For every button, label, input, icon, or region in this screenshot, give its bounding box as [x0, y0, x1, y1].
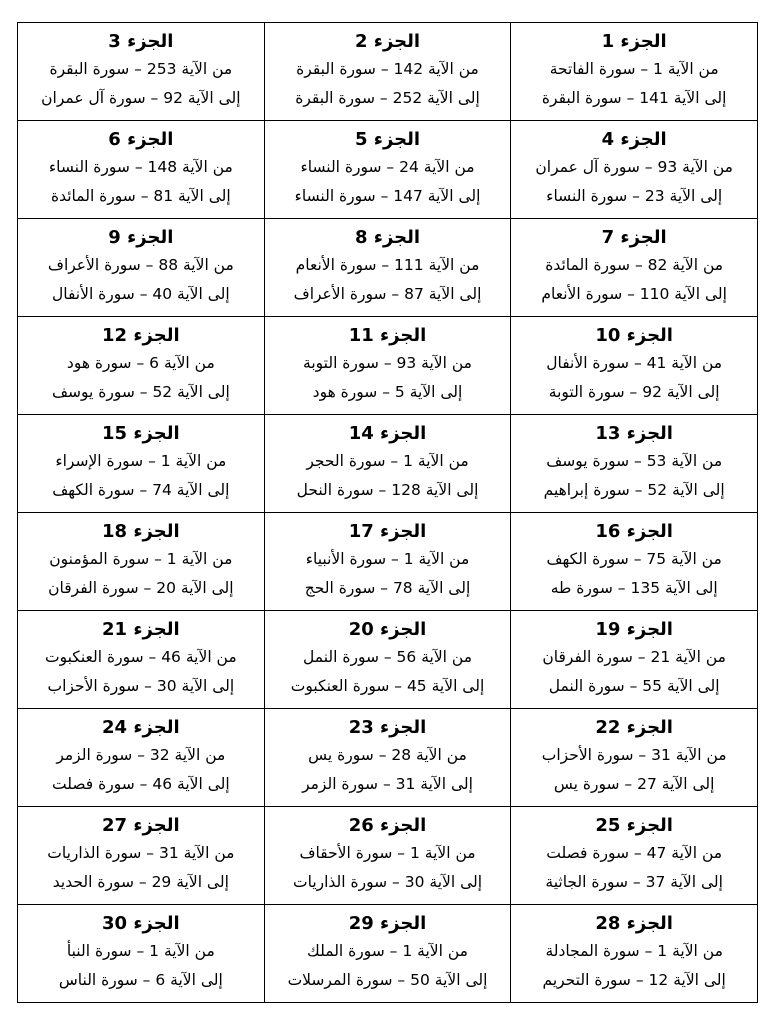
table-row	[18, 23, 758, 121]
juz-end: إلى الآية 27 – سورة يس	[553, 774, 715, 793]
juz-start: من الآية 88 – سورة الأعراف	[47, 255, 234, 274]
juz-title: الجزء 7	[601, 226, 667, 248]
juz-end: إلى الآية 78 – سورة الحج	[304, 578, 471, 597]
juz-cell	[264, 219, 511, 317]
juz-title: الجزء 13	[595, 422, 673, 444]
juz-cell	[18, 513, 265, 611]
juz-cell	[18, 611, 265, 709]
juz-start: من الآية 46 – سورة العنكبوت	[45, 647, 237, 666]
juz-end: إلى الآية 50 – سورة المرسلات	[287, 970, 488, 989]
juz-end: إلى الآية 92 – سورة آل عمران	[41, 88, 241, 107]
juz-title: الجزء 1	[601, 30, 667, 52]
juz-title: الجزء 21	[102, 618, 180, 640]
juz-end: إلى الآية 87 – سورة الأعراف	[293, 284, 482, 303]
juz-start: من الآية 75 – سورة الكهف	[546, 549, 722, 568]
juz-end: إلى الآية 55 – سورة النمل	[548, 676, 720, 695]
juz-title: الجزء 23	[348, 716, 427, 738]
juz-end: إلى الآية 45 – سورة العنكبوت	[290, 676, 485, 695]
juz-title: الجزء 15	[102, 422, 180, 444]
juz-end: إلى الآية 52 – سورة إبراهيم	[543, 480, 725, 499]
juz-start: من الآية 1 – سورة المؤمنون	[49, 549, 233, 568]
table-row	[18, 219, 758, 317]
juz-title: الجزء 19	[595, 618, 673, 640]
juz-end: إلى الآية 30 – سورة الذاريات	[293, 872, 483, 891]
juz-start: من الآية 253 – سورة البقرة	[49, 59, 233, 78]
juz-end: إلى الآية 81 – سورة المائدة	[50, 186, 231, 205]
juz-end: إلى الآية 74 – سورة الكهف	[52, 480, 230, 499]
juz-title: الجزء 10	[595, 324, 673, 346]
juz-cell	[264, 611, 511, 709]
juz-start: من الآية 41 – سورة الأنفال	[546, 353, 723, 372]
juz-cell	[511, 317, 758, 415]
juz-start: من الآية 47 – سورة فصلت	[546, 843, 723, 862]
juz-start: من الآية 24 – سورة النساء	[300, 157, 475, 176]
juz-start: من الآية 1 – سورة المجادلة	[545, 941, 723, 960]
juz-start: من الآية 148 – سورة النساء	[48, 157, 233, 176]
juz-title: الجزء 27	[102, 814, 180, 836]
juz-start: من الآية 28 – سورة يس	[308, 745, 467, 764]
juz-title: الجزء 30	[102, 912, 180, 934]
juz-start: من الآية 82 – سورة المائدة	[545, 255, 724, 274]
juz-table	[17, 22, 758, 1003]
juz-cell	[511, 23, 758, 121]
juz-start: من الآية 93 – سورة آل عمران	[535, 157, 733, 176]
juz-title: الجزء 12	[102, 324, 180, 346]
juz-cell	[511, 219, 758, 317]
juz-title: الجزء 6	[108, 128, 174, 150]
juz-cell	[18, 709, 265, 807]
juz-start: من الآية 31 – سورة الذاريات	[47, 843, 235, 862]
juz-title: الجزء 3	[108, 30, 174, 52]
juz-title: الجزء 14	[348, 422, 427, 444]
juz-end: إلى الآية 37 – سورة الجاثية	[545, 872, 723, 891]
table-row	[18, 415, 758, 513]
juz-cell	[18, 317, 265, 415]
juz-cell	[264, 317, 511, 415]
juz-cell	[18, 23, 265, 121]
juz-end: إلى الآية 135 – سورة طه	[550, 578, 718, 597]
juz-start: من الآية 31 – سورة الأحزاب	[541, 745, 727, 764]
juz-title: الجزء 20	[348, 618, 427, 640]
juz-cell	[264, 23, 511, 121]
juz-cell	[511, 611, 758, 709]
juz-cell	[264, 121, 511, 219]
juz-cell	[264, 807, 511, 905]
juz-title: الجزء 18	[102, 520, 180, 542]
juz-title: الجزء 11	[348, 324, 427, 346]
table-row	[18, 611, 758, 709]
juz-cell	[511, 709, 758, 807]
juz-cell	[511, 415, 758, 513]
juz-cell	[511, 905, 758, 1003]
juz-end: إلى الآية 52 – سورة يوسف	[51, 382, 230, 401]
juz-end: إلى الآية 110 – سورة الأنعام	[541, 284, 727, 303]
juz-title: الجزء 22	[595, 716, 673, 738]
juz-end: إلى الآية 12 – سورة التحريم	[542, 970, 726, 989]
juz-title: الجزء 5	[354, 128, 421, 150]
juz-end: إلى الآية 29 – سورة الحديد	[52, 872, 229, 891]
juz-start: من الآية 6 – سورة هود	[66, 353, 215, 372]
juz-title: الجزء 8	[354, 226, 421, 248]
juz-end: إلى الآية 40 – سورة الأنفال	[51, 284, 230, 303]
table-row	[18, 317, 758, 415]
juz-start: من الآية 32 – سورة الزمر	[56, 745, 226, 764]
juz-title: الجزء 4	[601, 128, 667, 150]
juz-start: من الآية 21 – سورة الفرقان	[542, 647, 726, 666]
juz-start: من الآية 56 – سورة النمل	[303, 647, 473, 666]
juz-start: من الآية 53 – سورة يوسف	[546, 451, 723, 470]
juz-title: الجزء 2	[354, 30, 421, 52]
juz-cell	[18, 219, 265, 317]
juz-end: إلى الآية 252 – سورة البقرة	[295, 88, 480, 107]
table-row	[18, 513, 758, 611]
juz-start: من الآية 1 – سورة الأنبياء	[305, 549, 470, 568]
juz-end: إلى الآية 20 – سورة الفرقان	[48, 578, 234, 597]
juz-end: إلى الآية 30 – سورة الأحزاب	[47, 676, 235, 695]
juz-table-body	[18, 23, 758, 1003]
juz-end: إلى الآية 5 – سورة هود	[312, 382, 463, 401]
table-row	[18, 709, 758, 807]
juz-start: من الآية 1 – سورة الحجر	[306, 451, 469, 470]
juz-cell	[18, 807, 265, 905]
juz-title: الجزء 24	[102, 716, 180, 738]
juz-cell	[511, 807, 758, 905]
juz-cell	[511, 121, 758, 219]
juz-title: الجزء 9	[108, 226, 174, 248]
juz-cell	[264, 905, 511, 1003]
juz-title: الجزء 25	[595, 814, 673, 836]
juz-cell	[18, 905, 265, 1003]
juz-cell	[18, 121, 265, 219]
juz-cell	[18, 415, 265, 513]
juz-start: من الآية 1 – سورة الأحقاف	[299, 843, 476, 862]
juz-cell	[264, 513, 511, 611]
juz-title: الجزء 29	[348, 912, 427, 934]
juz-start: من الآية 1 – سورة الملك	[307, 941, 468, 960]
juz-end: إلى الآية 31 – سورة الزمر	[302, 774, 473, 793]
juz-title: الجزء 28	[595, 912, 673, 934]
juz-start: من الآية 111 – سورة الأنعام	[295, 255, 480, 274]
juz-start: من الآية 1 – سورة الفاتحة	[549, 59, 719, 78]
juz-cell	[264, 415, 511, 513]
juz-end: إلى الآية 23 – سورة النساء	[546, 186, 723, 205]
juz-start: من الآية 142 – سورة البقرة	[296, 59, 479, 78]
juz-end: إلى الآية 128 – سورة النحل	[296, 480, 479, 499]
juz-end: إلى الآية 6 – سورة الناس	[58, 970, 223, 989]
juz-cell	[511, 513, 758, 611]
juz-end: إلى الآية 46 – سورة فصلت	[52, 774, 230, 793]
juz-title: الجزء 17	[348, 520, 427, 542]
juz-end: إلى الآية 147 – سورة النساء	[294, 186, 481, 205]
table-row	[18, 121, 758, 219]
juz-title: الجزء 26	[348, 814, 427, 836]
juz-cell	[264, 709, 511, 807]
juz-end: إلى الآية 92 – سورة التوبة	[548, 382, 720, 401]
table-row	[18, 905, 758, 1003]
juz-start: من الآية 1 – سورة النبأ	[66, 941, 215, 960]
juz-start: من الآية 93 – سورة التوبة	[303, 353, 472, 372]
juz-end: إلى الآية 141 – سورة البقرة	[541, 88, 727, 107]
juz-start: من الآية 1 – سورة الإسراء	[55, 451, 227, 470]
table-row	[18, 807, 758, 905]
juz-title: الجزء 16	[595, 520, 673, 542]
